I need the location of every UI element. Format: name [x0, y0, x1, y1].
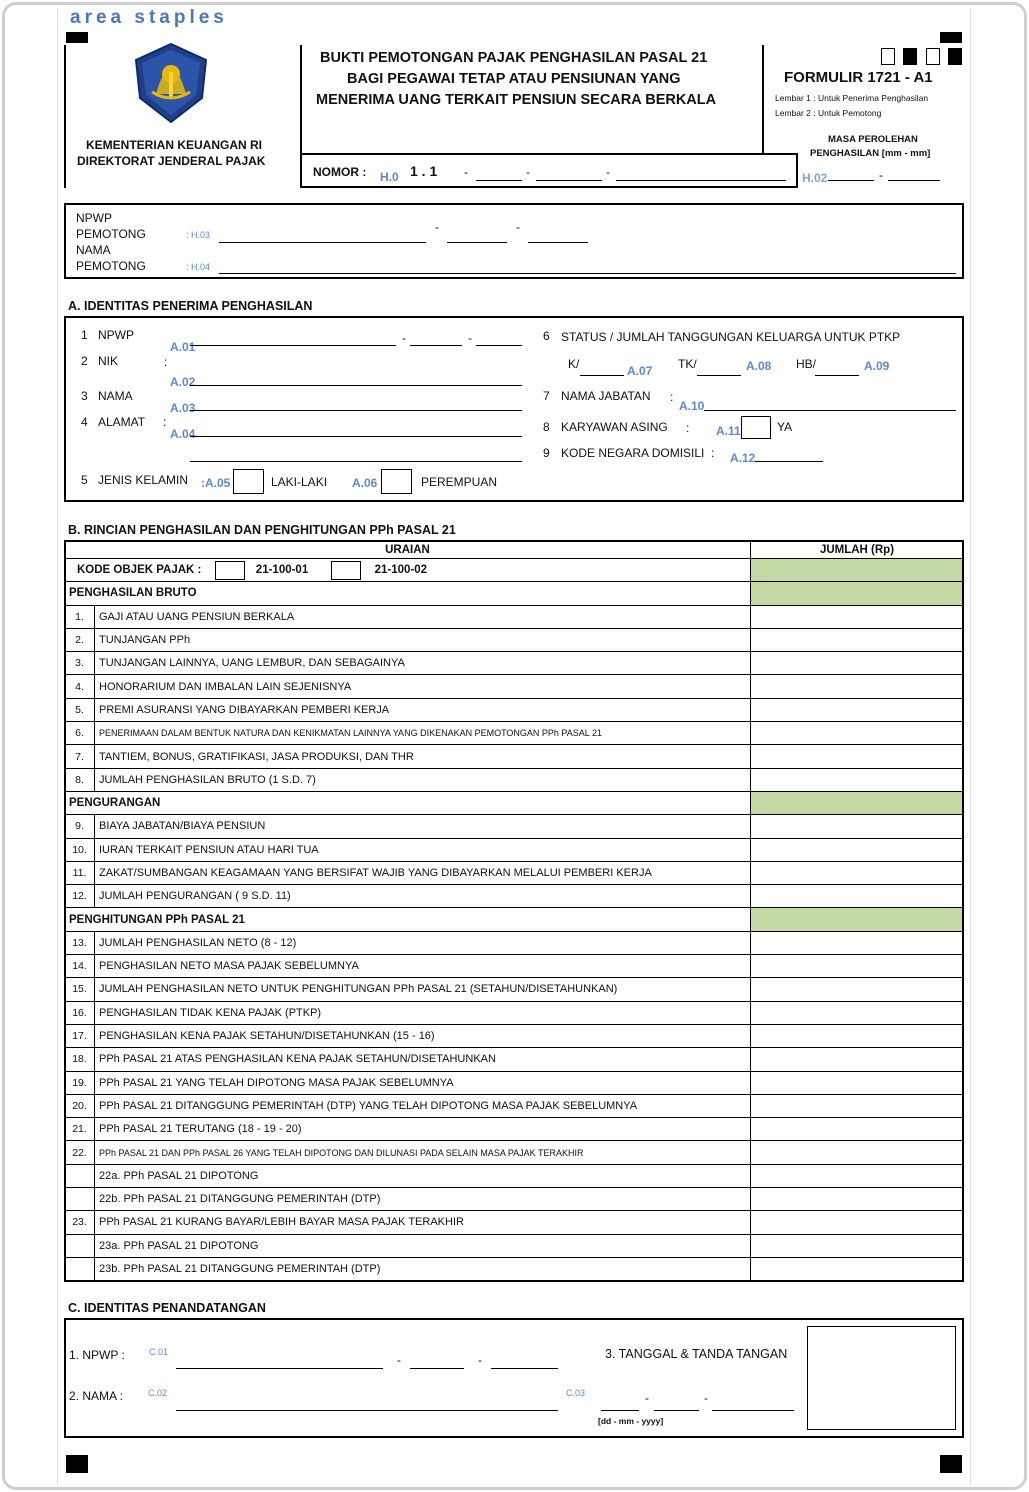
amount-input[interactable]: [751, 768, 964, 791]
table-row: [65, 628, 964, 651]
row-number: [65, 1188, 95, 1211]
row-number: 23.: [65, 1211, 95, 1234]
form-title-line-3: MENERIMA UANG TERKAIT PENSIUN SECARA BERKALA: [316, 92, 717, 108]
section-c-title: C. IDENTITAS PENANDATANGAN: [68, 1301, 266, 1315]
section-a-title: A. IDENTITAS PENERIMA PENGHASILAN: [68, 299, 313, 313]
penandatangan-nama-code: C.02: [148, 1388, 168, 1398]
amount-input[interactable]: [751, 745, 964, 768]
row-description: TUNJANGAN PPh: [95, 628, 751, 651]
page-edge: [57, 8, 58, 1486]
section-b-title: B. RINCIAN PENGHASILAN DAN PENGHITUNGAN PPh PASAL 21: [68, 523, 456, 537]
penandatangan-npwp-code: C.01: [149, 1347, 169, 1357]
table-row: [65, 838, 964, 861]
amount-input[interactable]: [751, 1118, 964, 1141]
amount-input[interactable]: [751, 722, 964, 745]
masa-label-1: MASA PEROLEHAN: [828, 134, 918, 145]
table-row: [65, 861, 964, 884]
amount-input[interactable]: [751, 931, 964, 954]
nama-pemotong-field[interactable]: [219, 273, 956, 274]
row-number: 1.: [65, 605, 95, 628]
field-code: A.08: [746, 359, 772, 373]
penerima-alamat-field-2[interactable]: [190, 461, 522, 462]
amount-cell: [751, 582, 964, 605]
penerima-nama-field[interactable]: [190, 410, 522, 411]
row-number: 16.: [65, 1001, 95, 1024]
penandatangan-nama-label: 2. NAMA :: [69, 1389, 124, 1403]
staples-label: area staples: [70, 7, 228, 28]
row-number: [65, 1164, 95, 1187]
row-number: 6.: [65, 722, 95, 745]
status-hb-label: HB/: [796, 357, 817, 371]
penandatangan-npwp-field[interactable]: [176, 1368, 383, 1369]
field-code: A.01: [170, 340, 196, 354]
row-number: 11.: [65, 861, 95, 884]
amount-input[interactable]: [751, 1001, 964, 1024]
field-code: A.12: [730, 451, 756, 465]
row-number: 4.: [65, 675, 95, 698]
col-uraian: URAIAN: [65, 541, 751, 559]
field-code: A.09: [864, 359, 890, 373]
penerima-nik-field[interactable]: [190, 385, 522, 386]
npwp-pemotong-code: : H.03: [186, 230, 211, 240]
table-row: [65, 1141, 964, 1164]
status-tk-field[interactable]: [697, 375, 741, 376]
row-description: PENGHASILAN NETO MASA PAJAK SEBELUMNYA: [95, 955, 751, 978]
table-row: [65, 745, 964, 768]
status-k-field[interactable]: [580, 375, 624, 376]
amount-input[interactable]: [751, 698, 964, 721]
amount-input[interactable]: [751, 1071, 964, 1094]
field-number: 9: [543, 446, 550, 460]
kode-negara-label: KODE NEGARA DOMISILI: [561, 446, 705, 460]
table-row: [65, 698, 964, 721]
npwp-pemotong-field[interactable]: [528, 242, 588, 243]
rincian-table: [64, 540, 964, 1281]
row-description: PPh PASAL 21 TERUTANG (18 - 19 - 20): [95, 1118, 751, 1141]
row-number: 12.: [65, 885, 95, 908]
field-number: 8: [543, 420, 550, 434]
registration-mark: [940, 32, 962, 43]
perempuan-checkbox[interactable]: [381, 469, 412, 494]
field-code: A.11: [716, 424, 741, 438]
amount-input[interactable]: [751, 838, 964, 861]
ministry-line-1: KEMENTERIAN KEUANGAN RI: [86, 138, 263, 152]
amount-input[interactable]: [751, 955, 964, 978]
penandatangan-npwp-label: 1. NPWP :: [69, 1348, 125, 1362]
form-title-line-1: BUKTI PEMOTONGAN PAJAK PENGHASILAN PASAL 21: [320, 50, 708, 66]
field-number: 3: [81, 389, 88, 403]
table-row: [65, 1094, 964, 1117]
row-description: PPh PASAL 21 DITANGGUNG PEMERINTAH (DTP) YANG TELAH DIPOTONG MASA PAJAK SEBELUMNYA: [95, 1094, 751, 1117]
karyawan-asing-checkbox[interactable]: [741, 416, 771, 439]
kode-21-100-02-checkbox[interactable]: [331, 561, 361, 580]
row-description: 23b. PPh PASAL 21 DITANGGUNG PEMERINTAH (DTP): [95, 1257, 751, 1280]
penandatangan-npwp-field[interactable]: [491, 1368, 558, 1369]
row-number: 22.: [65, 1141, 95, 1164]
form-title-line-2: BAGI PEGAWAI TETAP ATAU PENSIUNAN YANG: [347, 71, 681, 87]
table-row: [65, 1024, 964, 1047]
table-row: [65, 1071, 964, 1094]
row-description: BIAYA JABATAN/BIAYA PENSIUN: [95, 815, 751, 838]
npwp-pemotong-field[interactable]: [219, 242, 426, 243]
row-number: [65, 1257, 95, 1280]
kode-21-100-02-label: 21-100-02: [374, 564, 428, 577]
row-description: ZAKAT/SUMBANGAN KEAGAMAAN YANG BERSIFAT WAJIB YANG DIBAYARKAN MELALUI PEMBERI KERJA: [95, 861, 751, 884]
row-number: 3.: [65, 652, 95, 675]
amount-input[interactable]: [751, 885, 964, 908]
nomor-field-3[interactable]: [616, 180, 786, 181]
amount-input[interactable]: [751, 628, 964, 651]
amount-input[interactable]: [751, 605, 964, 628]
kode-objek-label: KODE OBJEK PAJAK :: [77, 564, 202, 577]
field-code: A.10: [679, 399, 705, 413]
row-description: 22a. PPh PASAL 21 DIPOTONG: [95, 1164, 751, 1187]
form-name: FORMULIR 1721 - A1: [784, 69, 933, 86]
amount-input[interactable]: [751, 1141, 964, 1164]
nomor-code: H.0: [380, 170, 399, 184]
amount-input[interactable]: [751, 1211, 964, 1234]
tanggal-mm-field[interactable]: [654, 1410, 699, 1411]
amount-input[interactable]: [751, 978, 964, 1001]
kemenkeu-logo-icon: [132, 42, 210, 124]
amount-input[interactable]: [751, 1188, 964, 1211]
row-description: JUMLAH PENGURANGAN ( 9 S.D. 11): [95, 885, 751, 908]
row-number: [65, 1234, 95, 1257]
npwp-pemotong-field[interactable]: [447, 242, 507, 243]
masa-label-2: PENGHASILAN [mm - mm]: [810, 148, 931, 159]
table-row: [65, 768, 964, 791]
row-number: 10.: [65, 838, 95, 861]
amount-input[interactable]: [751, 1234, 964, 1257]
row-description: JUMLAH PENGHASILAN BRUTO (1 S.D. 7): [95, 768, 751, 791]
tanggal-code: C.03: [566, 1388, 586, 1398]
field-code: :A.05: [201, 476, 231, 490]
penerima-npwp-field[interactable]: [410, 345, 462, 346]
table-row: [65, 675, 964, 698]
table-row: [65, 885, 964, 908]
row-description: TUNJANGAN LAINNYA, UANG LEMBUR, DAN SEBAGAINYA: [95, 652, 751, 675]
table-row: [65, 1164, 964, 1187]
amount-input[interactable]: [751, 675, 964, 698]
amount-input[interactable]: [751, 1048, 964, 1071]
penerima-nama-label: NAMA: [98, 389, 133, 403]
group-penghitungan: PENGHITUNGAN PPh PASAL 21: [65, 908, 751, 931]
tanggal-dd-field[interactable]: [601, 1410, 639, 1411]
row-description: 23a. PPh PASAL 21 DIPOTONG: [95, 1234, 751, 1257]
karyawan-asing-label: KARYAWAN ASING: [561, 420, 668, 434]
lembar-box-filled: [903, 48, 917, 65]
lembar-box: [926, 48, 940, 65]
date-format-hint: [dd - mm - yyyy]: [598, 1416, 664, 1426]
status-ptkp-label: STATUS / JUMLAH TANGGUNGAN KELUARGA UNTUK PTKP: [561, 330, 901, 344]
kode-21-100-01-checkbox[interactable]: [215, 561, 245, 580]
row-description: HONORARIUM DAN IMBALAN LAIN SEJENISNYA: [95, 675, 751, 698]
laki-laki-checkbox[interactable]: [233, 469, 264, 494]
registration-mark: [66, 1455, 88, 1473]
row-description: PENGHASILAN KENA PAJAK SETAHUN/DISETAHUNKAN (15 - 16): [95, 1024, 751, 1047]
lembar-1-note: Lembar 1 : Untuk Penerima Penghasilan: [775, 93, 929, 103]
status-hb-field[interactable]: [815, 375, 859, 376]
masa-end-field[interactable]: [888, 180, 940, 181]
row-description: JUMLAH PENGHASILAN NETO UNTUK PENGHITUNGAN PPh PASAL 21 (SETAHUN/DISETAHUNKAN): [95, 978, 751, 1001]
ministry-line-2: DIREKTORAT JENDERAL PAJAK: [77, 154, 266, 168]
amount-input[interactable]: [751, 815, 964, 838]
penerima-alamat-label: ALAMAT: [98, 415, 146, 429]
row-description: PPh PASAL 21 DAN PPh PASAL 26 YANG TELAH DIPOTONG DAN DILUNASI PADA SELAIN MASA PAJAK TERAKHIR: [95, 1141, 751, 1164]
nomor-label: NOMOR :: [313, 165, 367, 179]
row-number: 14.: [65, 955, 95, 978]
field-code: A.03: [170, 401, 196, 415]
nama-pemotong-label: PEMOTONG: [76, 259, 146, 273]
row-number: 17.: [65, 1024, 95, 1047]
amount-cell: [751, 908, 964, 931]
laki-laki-label: LAKI-LAKI: [271, 475, 328, 489]
amount-cell: [751, 791, 964, 814]
field-number: 1: [81, 328, 88, 342]
field-code: A.06: [352, 476, 378, 490]
nama-jabatan-field[interactable]: [704, 410, 956, 411]
masa-start-field[interactable]: [828, 180, 874, 181]
table-row: [65, 1257, 964, 1280]
row-number: 18.: [65, 1048, 95, 1071]
field-number: 4: [81, 415, 88, 429]
amount-input[interactable]: [751, 1094, 964, 1117]
table-row: [65, 815, 964, 838]
row-number: 2.: [65, 628, 95, 651]
registration-mark: [940, 1455, 962, 1473]
penandatangan-npwp-field[interactable]: [410, 1368, 464, 1369]
tanggal-ttd-label: 3. TANGGAL & TANDA TANGAN: [605, 1347, 788, 1361]
field-number: 6: [543, 329, 550, 343]
table-row: [65, 1234, 964, 1257]
amount-input[interactable]: [751, 1257, 964, 1280]
row-description: JUMLAH PENGHASILAN NETO (8 - 12): [95, 931, 751, 954]
row-description: PREMI ASURANSI YANG DIBAYARKAN PEMBERI KERJA: [95, 698, 751, 721]
row-number: 9.: [65, 815, 95, 838]
status-k-label: K/: [568, 357, 580, 371]
amount-input[interactable]: [751, 652, 964, 675]
table-row: [65, 1211, 964, 1234]
row-number: 7.: [65, 745, 95, 768]
table-row: [65, 1188, 964, 1211]
row-description: IURAN TERKAIT PENSIUN ATAU HARI TUA: [95, 838, 751, 861]
nomor-field-2[interactable]: [536, 180, 602, 181]
penerima-npwp-label: NPWP: [98, 328, 134, 342]
amount-input[interactable]: [751, 1024, 964, 1047]
tanggal-yyyy-field[interactable]: [712, 1410, 794, 1411]
col-jumlah: JUMLAH (Rp): [751, 541, 964, 559]
status-tk-label: TK/: [678, 357, 697, 371]
karyawan-asing-ya: YA: [777, 420, 793, 434]
row-number: 21.: [65, 1118, 95, 1141]
table-row: [65, 1001, 964, 1024]
table-row: [65, 955, 964, 978]
field-number: 5: [81, 473, 88, 487]
row-description: PENERIMAAN DALAM BENTUK NATURA DAN KENIKMATAN LAINNYA YANG DIKENAKAN PEMOTONGAN PPh PASAL 21: [95, 722, 751, 745]
table-row: [65, 722, 964, 745]
kode-objek-row: [65, 559, 751, 582]
nama-pemotong-code: : H.04: [186, 262, 211, 272]
group-pengurangan: PENGURANGAN: [65, 791, 751, 814]
npwp-pemotong-label: PEMOTONG: [76, 227, 146, 241]
kode-negara-field[interactable]: [755, 461, 823, 462]
nomor-field-1[interactable]: [476, 180, 522, 181]
row-number: 8.: [65, 768, 95, 791]
lembar-box: [881, 48, 895, 65]
nama-pemotong-label: NAMA: [76, 243, 111, 257]
field-number: 7: [543, 389, 550, 403]
nama-jabatan-label: NAMA JABATAN: [561, 389, 651, 403]
penerima-npwp-field[interactable]: [190, 345, 396, 346]
row-description: PPh PASAL 21 YANG TELAH DIPOTONG MASA PAJAK SEBELUMNYA: [95, 1071, 751, 1094]
table-row: [65, 652, 964, 675]
amount-cell: [751, 559, 964, 582]
row-description: PENGHASILAN TIDAK KENA PAJAK (PTKP): [95, 1001, 751, 1024]
table-row: [65, 605, 964, 628]
table-row: [65, 978, 964, 1001]
field-code: A.07: [627, 364, 653, 378]
field-code: A.02: [170, 375, 196, 389]
penerima-npwp-field[interactable]: [476, 345, 522, 346]
masa-code: H.02: [802, 171, 828, 185]
signature-box[interactable]: [807, 1326, 956, 1430]
row-description: GAJI ATAU UANG PENSIUN BERKALA: [95, 605, 751, 628]
row-description: PPh PASAL 21 KURANG BAYAR/LEBIH BAYAR MASA PAJAK TERAKHIR: [95, 1211, 751, 1234]
penerima-nik-label: NIK: [98, 354, 119, 368]
row-number: 15.: [65, 978, 95, 1001]
row-number: 5.: [65, 698, 95, 721]
lembar-2-note: Lembar 2 : Untuk Pemotong: [775, 108, 882, 118]
row-number: 20.: [65, 1094, 95, 1117]
registration-mark: [66, 32, 88, 43]
table-row: [65, 1118, 964, 1141]
amount-input[interactable]: [751, 861, 964, 884]
perempuan-label: PEREMPUAN: [421, 475, 498, 489]
group-bruto: PENGHASILAN BRUTO: [65, 582, 751, 605]
nomor-prefix: 1 . 1: [410, 163, 438, 179]
page-edge: [970, 8, 971, 1486]
jenis-kelamin-label: JENIS KELAMIN: [98, 473, 189, 487]
table-row: [65, 1048, 964, 1071]
row-description: 22b. PPh PASAL 21 DITANGGUNG PEMERINTAH (DTP): [95, 1188, 751, 1211]
row-description: PPh PASAL 21 ATAS PENGHASILAN KENA PAJAK SETAHUN/DISETAHUNKAN: [95, 1048, 751, 1071]
row-number: 19.: [65, 1071, 95, 1094]
penerima-alamat-field[interactable]: [190, 436, 522, 437]
row-number: 13.: [65, 931, 95, 954]
field-number: 2: [81, 354, 88, 368]
amount-input[interactable]: [751, 1164, 964, 1187]
lembar-box-filled: [948, 48, 962, 65]
npwp-pemotong-label: NPWP: [76, 211, 112, 225]
kode-21-100-01-label: 21-100-01: [255, 564, 309, 577]
table-row: [65, 931, 964, 954]
penandatangan-nama-field[interactable]: [176, 1410, 558, 1411]
row-description: TANTIEM, BONUS, GRATIFIKASI, JASA PRODUKSI, DAN THR: [95, 745, 751, 768]
field-code: A.04: [170, 427, 196, 441]
